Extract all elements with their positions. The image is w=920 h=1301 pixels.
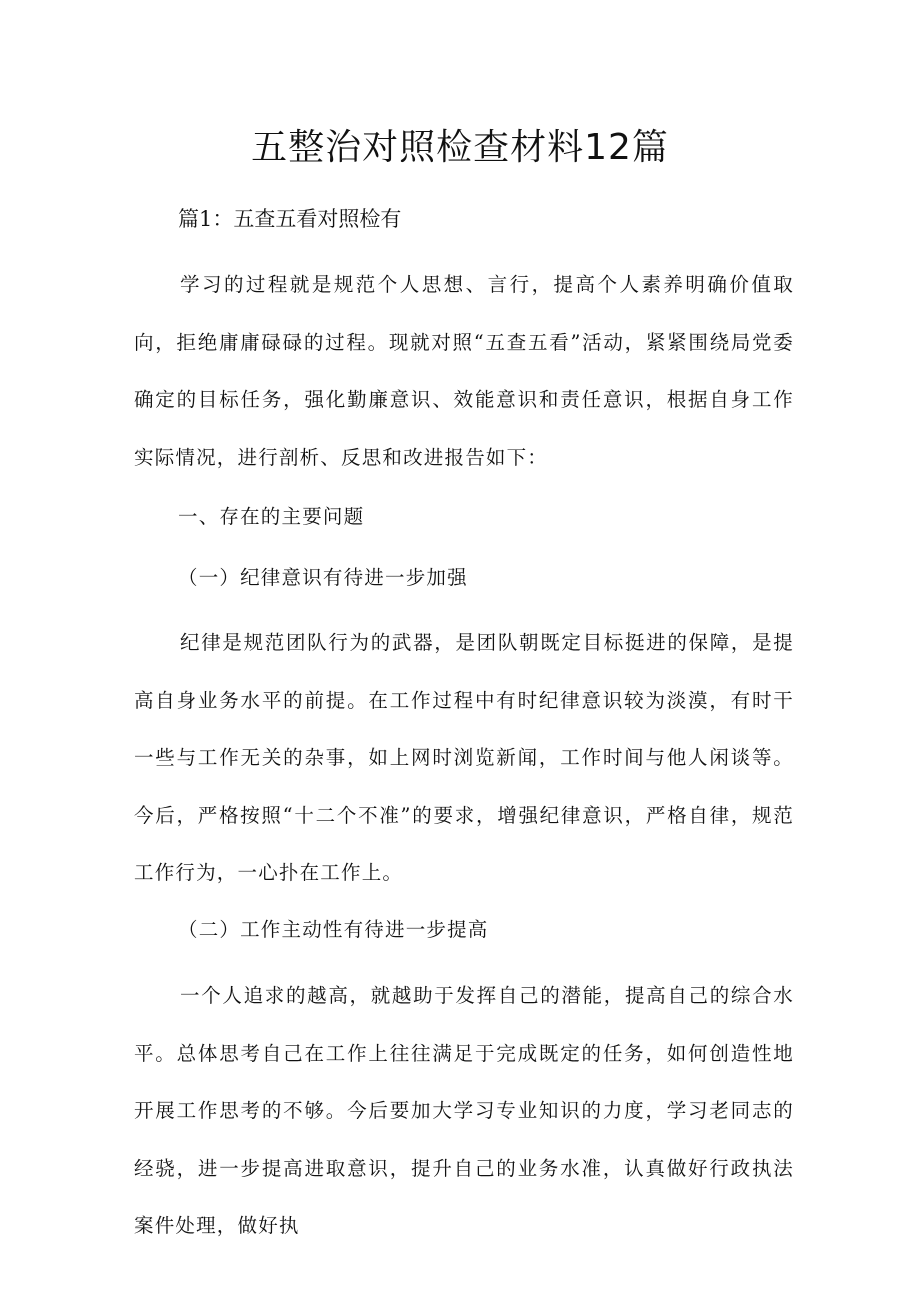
intro-paragraph: 学习的过程就是规范个人思想、言行，提高个人素养明确价值取向，拒绝庸庸碌碌的过程。现就对照“五查五看”活动，紧紧围绕局党委确定的目标任务，强化勤廉意识、效能意识和责任意识，根据自身工作实际情况，进行剖析、反思和改进报告如下： [134, 273, 794, 469]
subsection-2-paragraph: 一个人追求的越高，就越助于发挥自己的潜能，提高自己的综合水平。总体思考自己在工作上往往满足于完成既定的任务，如何创造性地开展工作思考的不够。今后要加大学习专业知识的力度，学习老同志的经骁，进一步提高进取意识，提升自己的业务水准，认真做好行政执法案件处理，做好执 [134, 984, 794, 1237]
document-title: 五整治对照检查材料12篇 [251, 127, 669, 168]
subsection-1-paragraph: 纪律是规范团队行为的武器，是团队朝既定目标挺进的保障，是提高自身业务水平的前提。在工作过程中有时纪律意识较为淡漠，有时干一些与工作无关的杂事，如上网时浏览新闻，工作时间与他人闲谈等。今后，严格按照“十二个不准”的要求，增强纪律意识，严格自律，规范工作行为，一心扑在工作上。 [134, 631, 794, 884]
document-subtitle: 篇1：五查五看对照检有 [178, 207, 402, 231]
subsection-heading-2: （二）工作主动性有待进一步提高 [178, 918, 489, 941]
subsection-heading-1: （一）纪律意识有待进一步加强 [178, 566, 468, 589]
section-heading-1: 一、存在的主要问题 [178, 505, 365, 528]
